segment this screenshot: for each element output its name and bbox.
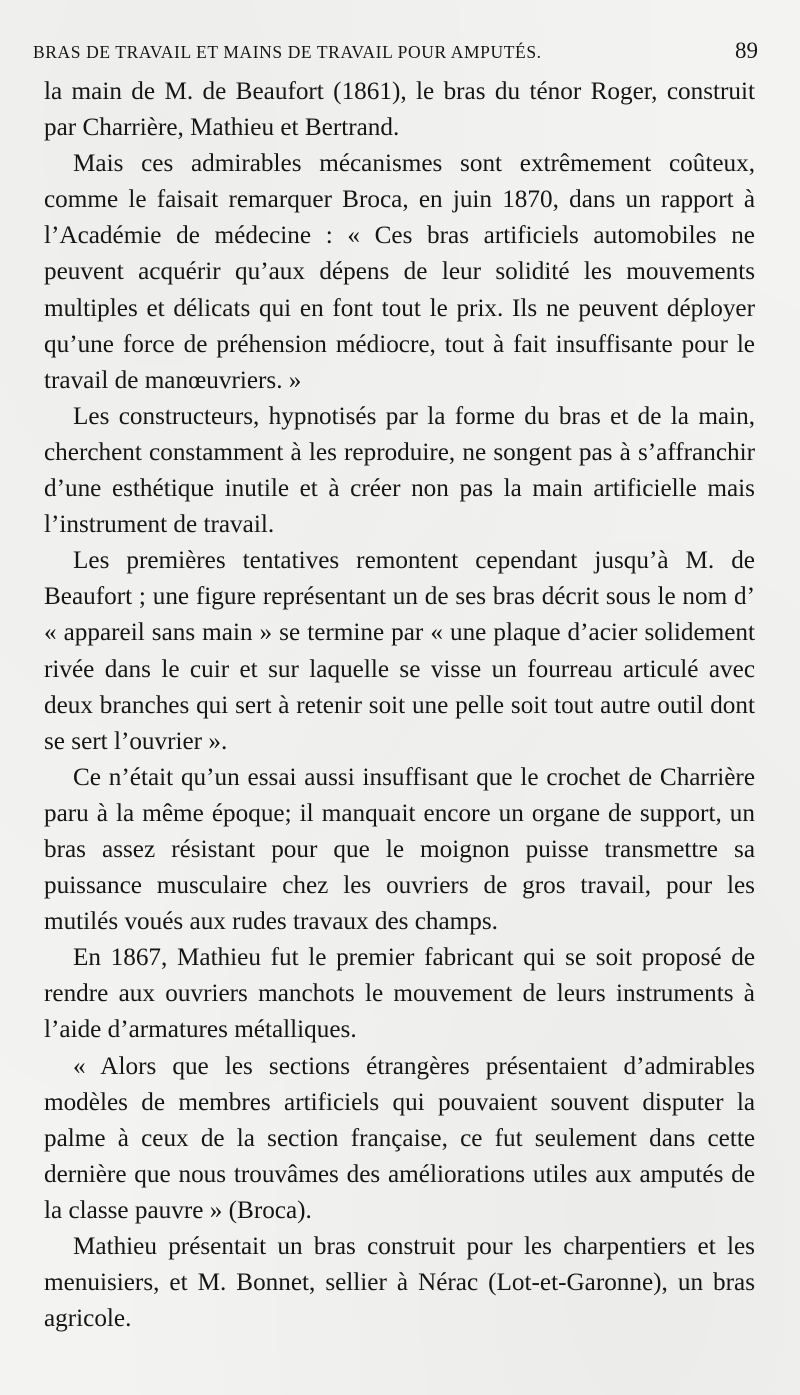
paragraph-1867: En 1867, Mathieu fut le premier fabricant qui se soit proposé de rendre aux ouvriers manchots le mouvement de leurs instruments à l’aide d’armatures métalliques.: [44, 944, 755, 1044]
running-title: BRAS DE TRAVAIL ET MAINS DE TRAVAIL POUR AMPUTÉS.: [33, 42, 542, 62]
paragraph-constructeurs: Les constructeurs, hypnotisés par la forme du bras et de la main, cherchent constamment à les reproduire, ne songent pas à s’affranchir d’une esthétique inutile et à créer non pas la main artificielle mais l’instrument de travail.: [44, 402, 755, 539]
paragraph-premieres-tentatives: Les premières tentatives remontent cependant jusqu’à M. de Beaufort ; une figure représentant un de ses bras décrit sous le nom d’ « appareil sans main » se termine par « une plaque d’acier solidement rivée dans le cuir et sur laquelle se visse un fourreau articulé avec deux branches qui sert à retenir soit une pelle soit tout autre outil dont se sert l’ouvrier ».: [44, 547, 755, 755]
paragraph-essai: Ce n’était qu’un essai aussi insuffisant que le crochet de Charrière paru à la même époque; il manquait encore un organe de support, un bras assez résistant pour que le moignon puisse transmettre sa puissance musculaire chez les ouvriers de gros travail, pour les mutilés voués aux rudes travaux des champs.: [44, 763, 755, 936]
paragraph-sections-etrangeres: « Alors que les sections étrangères présentaient d’admirables modèles de membres artificiels qui pouvaient souvent disputer la palme à ceux de la section française, ce fut seulement dans cette dernière que nous trouvâmes des améliorations utiles aux amputés de la classe pauvre » (Broca).: [44, 1052, 755, 1224]
body-text: [44, 74, 755, 1337]
paragraph-continuation: la main de M. de Beaufort (1861), le bras du ténor Roger, construit par Charrière, Mathieu et Bertrand.: [44, 78, 755, 142]
paragraph-broca-quote: Mais ces admirables mécanismes sont extrêmement coûteux, comme le faisait remarquer Broca, en juin 1870, dans un rapport à l’Académie de médecine : « Ces bras artificiels automobiles ne peuvent acquérir qu’aux dépens de leur solidité les mouvements multiples et délicats qui en font tout le prix. Ils ne peuvent déployer qu’une force de préhension médiocre, tout à fait insuffisante pour le travail de manœuvriers. »: [44, 150, 755, 394]
paragraph-mathieu-bonnet: Mathieu présentait un bras construit pour les charpentiers et les menuisiers, et M. Bonnet, sellier à Nérac (Lot-et-Garonne), un bras agricole.: [44, 1233, 755, 1333]
running-header: [33, 38, 758, 72]
page-number: 89: [735, 38, 758, 63]
